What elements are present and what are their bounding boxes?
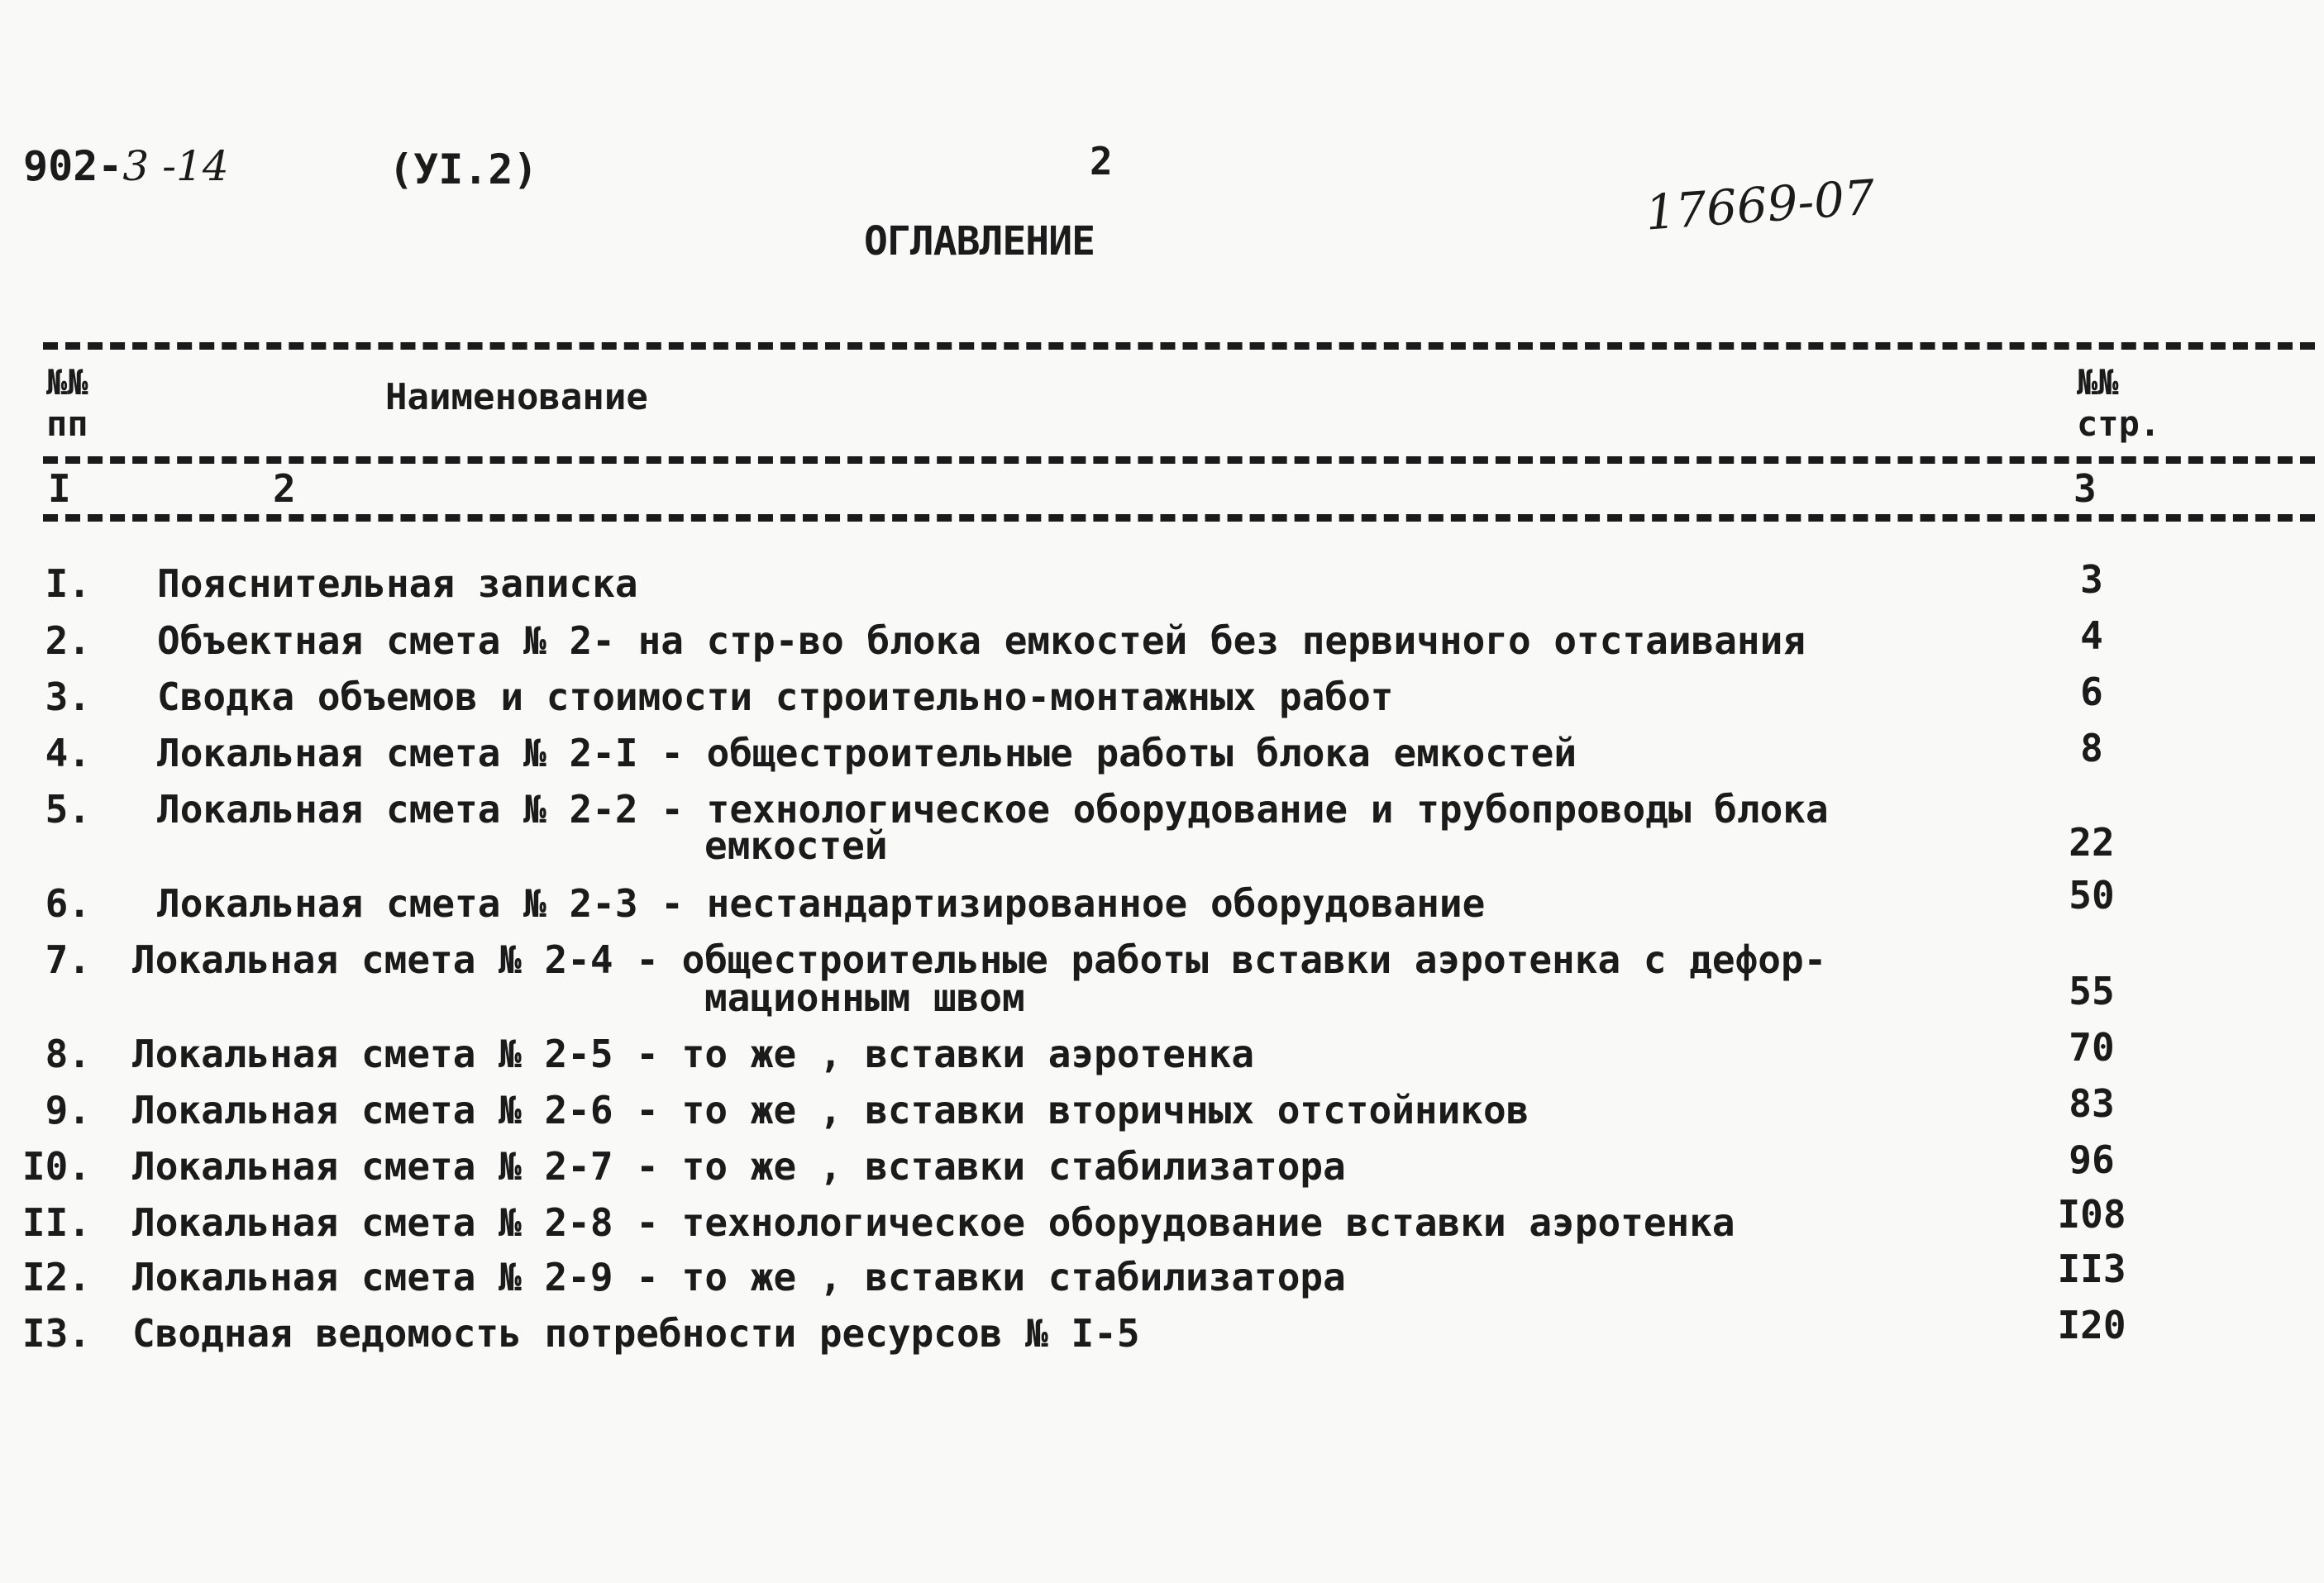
item-number: 5. [45, 787, 91, 832]
column-header-page [2077, 362, 2160, 445]
item-number: I. [45, 561, 91, 606]
column-number-3: 3 [2073, 466, 2097, 511]
item-title: Сводная ведомость потребности ресурсов № I-5 [132, 1311, 1140, 1356]
item-title: Локальная смета № 2-I - общестроительные работы блока емкостей [157, 731, 1577, 775]
item-number: 7. [45, 937, 91, 982]
divider-top [43, 342, 2315, 350]
item-page: 6 [2080, 670, 2103, 714]
item-title: Локальная смета № 2-5 - то же , вставки аэротенка [132, 1032, 1255, 1076]
handwritten-number: 17669-07 [1643, 169, 1877, 241]
item-number: 4. [45, 731, 91, 775]
item-page: 22 [2069, 820, 2115, 865]
item-title: Сводка объемов и стоимости строительно-монтажных работ [157, 675, 1394, 719]
item-page: 50 [2069, 873, 2115, 918]
item-page: I20 [2057, 1303, 2126, 1347]
divider-header [43, 456, 2315, 464]
item-number: II. [21, 1200, 91, 1245]
item-number: 6. [45, 881, 91, 926]
item-page: 3 [2080, 557, 2103, 602]
item-title: Локальная смета № 2-7 - то же , вставки стабилизатора [132, 1144, 1346, 1189]
item-title: Локальная смета № 2-8 - технологическое оборудование вставки аэротенка [132, 1200, 1735, 1245]
item-title: Локальная смета № 2-4 - общестроительные работы вставки аэротенка с дефор- [132, 937, 1827, 982]
item-page: 96 [2069, 1137, 2115, 1182]
column-header-page-line2: стр. [2077, 403, 2161, 444]
item-title: Пояснительная записка [157, 561, 638, 606]
item-number: I0. [21, 1144, 91, 1189]
column-number-1: I [48, 466, 71, 511]
document-code-printed: 902- [23, 142, 123, 190]
item-page: 4 [2080, 613, 2103, 658]
item-page: 8 [2080, 726, 2103, 770]
document-code-handwritten: 3 -14 [122, 142, 229, 190]
item-page: 83 [2069, 1081, 2115, 1126]
divider-columns [43, 514, 2315, 522]
item-number: 3. [45, 675, 91, 719]
item-title: Локальная смета № 2-3 - нестандартизированное оборудование [157, 881, 1486, 926]
item-title: Локальная смета № 2-9 - то же , вставки стабилизатора [132, 1255, 1346, 1299]
item-page: I08 [2057, 1192, 2126, 1237]
sheet-reference: (УI.2) [389, 145, 538, 193]
item-title: Объектная смета № 2- на стр-во блока емкостей без первичного отстаивания [157, 618, 1806, 663]
page-title: ОГЛАВЛЕНИЕ [864, 218, 1095, 265]
item-title: Локальная смета № 2-6 - то же , вставки вторичных отстойников [132, 1088, 1529, 1132]
item-title-continued: емкостей [704, 823, 888, 868]
item-number: 8. [45, 1032, 91, 1076]
item-title: Локальная смета № 2-2 - технологическое оборудование и трубопроводы блока [157, 787, 1829, 832]
column-number-2: 2 [273, 466, 296, 511]
item-page: 70 [2069, 1025, 2115, 1070]
column-header-page-line1: №№ [2077, 362, 2119, 403]
item-number: I2. [21, 1255, 91, 1299]
item-number: 2. [45, 618, 91, 663]
item-number: 9. [45, 1088, 91, 1132]
item-page: II3 [2057, 1247, 2126, 1291]
column-header-name: Наименование [385, 376, 648, 418]
column-header-number-line2: пп [46, 403, 88, 444]
item-title-continued: мационным швом [704, 975, 1025, 1020]
column-header-number [46, 362, 88, 445]
column-header-number-line1: №№ [46, 362, 88, 403]
document-code [23, 142, 229, 190]
item-page: 55 [2069, 969, 2115, 1013]
item-number: I3. [21, 1311, 91, 1356]
page-number: 2 [1090, 139, 1113, 184]
